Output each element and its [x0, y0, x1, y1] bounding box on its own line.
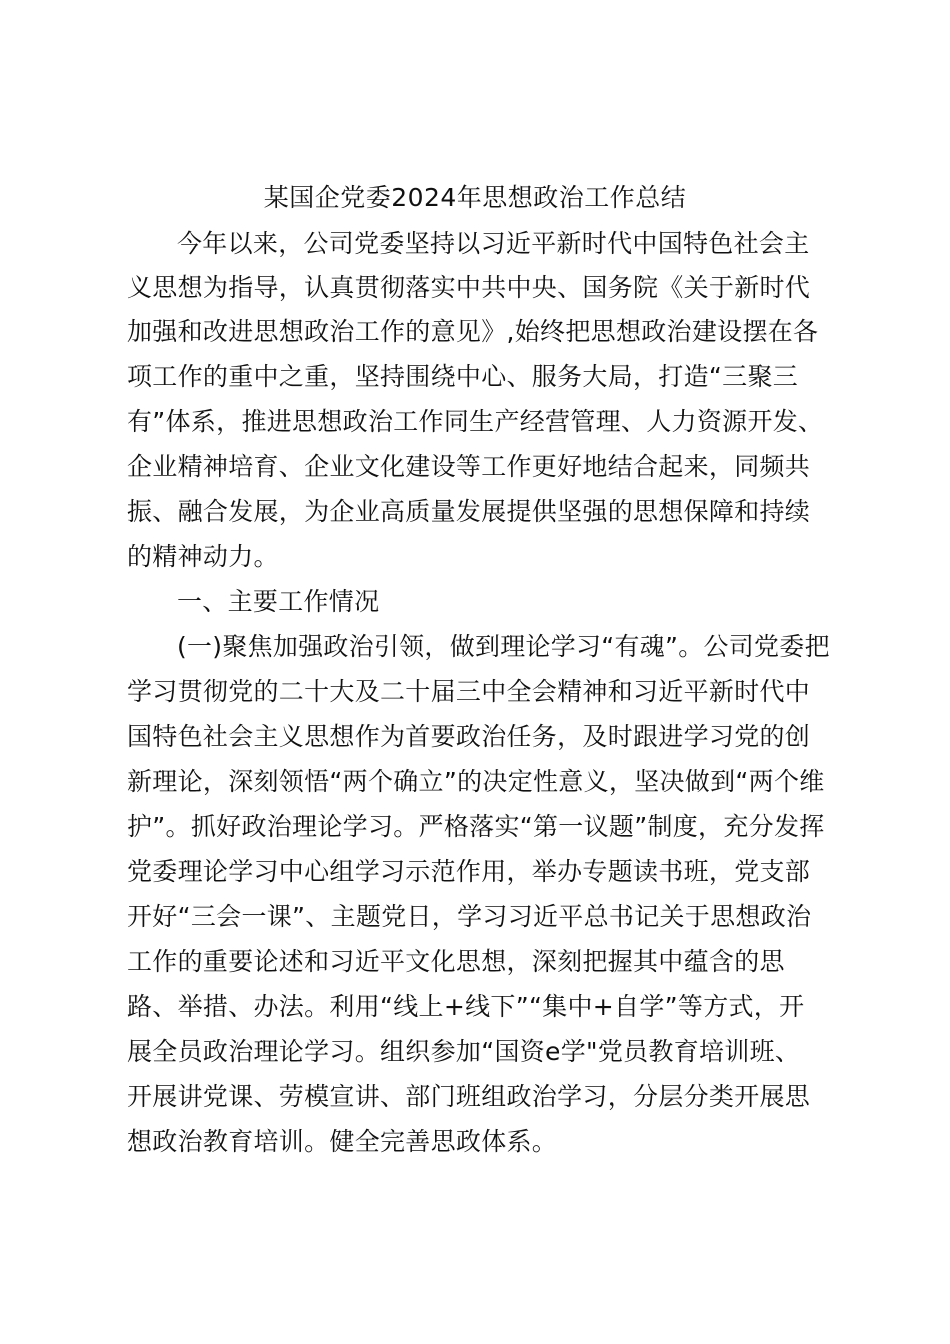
paragraph-line: 今年以来，公司党委坚持以习近平新时代中国特色社会主 [177, 229, 810, 258]
paragraph-line: 学习贯彻党的二十大及二十届三中全会精神和习近平新时代中 [127, 677, 811, 706]
document-title: 某国企党委2024年思想政治工作总结 [263, 183, 687, 212]
paragraph-line: 项工作的重中之重，坚持围绕中心、服务大局，打造“三聚三 [127, 362, 799, 391]
paragraph-line: 国特色社会主义思想作为首要政治任务，及时跟进学习党的创 [127, 722, 811, 751]
paragraph-line: 的精神动力。 [127, 542, 279, 571]
paragraph-line: 展全员政治理论学习。组织参加“国资e学"党员教育培训班、 [127, 1037, 801, 1066]
paragraph-line: 工作的重要论述和习近平文化思想，深刻把握其中蕴含的思 [127, 947, 785, 976]
paragraph-line: 加强和改进思想政治工作的意见》,始终把思想政治建设摆在各 [127, 317, 819, 346]
paragraph-line: 义思想为指导，认真贯彻落实中共中央、国务院《关于新时代 [127, 273, 811, 302]
paragraph-line: 开好“三会一课”、主题党日，学习习近平总书记关于思想政治 [127, 902, 812, 931]
paragraph-line: 党委理论学习中心组学习示范作用，举办专题读书班，党支部 [127, 857, 811, 886]
section-heading: 一、主要工作情况 [177, 587, 380, 616]
paragraph-line: 新理论，深刻领悟“两个确立”的决定性意义，坚决做到“两个维 [127, 767, 825, 796]
paragraph-line: 振、融合发展，为企业高质量发展提供坚强的思想保障和持续 [127, 497, 811, 526]
paragraph-line: (一)聚焦加强政治引领，做到理论学习“有魂”。公司党委把 [177, 632, 830, 661]
paragraph-line: 想政治教育培训。健全完善思政体系。 [127, 1127, 558, 1156]
paragraph-line: 开展讲党课、劳模宣讲、部门班组政治学习，分层分类开展思 [127, 1082, 811, 1111]
paragraph-line: 护”。抓好政治理论学习。严格落实“第一议题”制度，充分发挥 [127, 812, 825, 841]
paragraph-line: 企业精神培育、企业文化建设等工作更好地结合起来，同频共 [127, 452, 811, 481]
paragraph-line: 有”体系，推进思想政治工作同生产经营管理、人力资源开发、 [127, 407, 824, 436]
paragraph-line: 路、举措、办法。利用“线上+线下”“集中+自学”等方式，开 [127, 992, 805, 1021]
